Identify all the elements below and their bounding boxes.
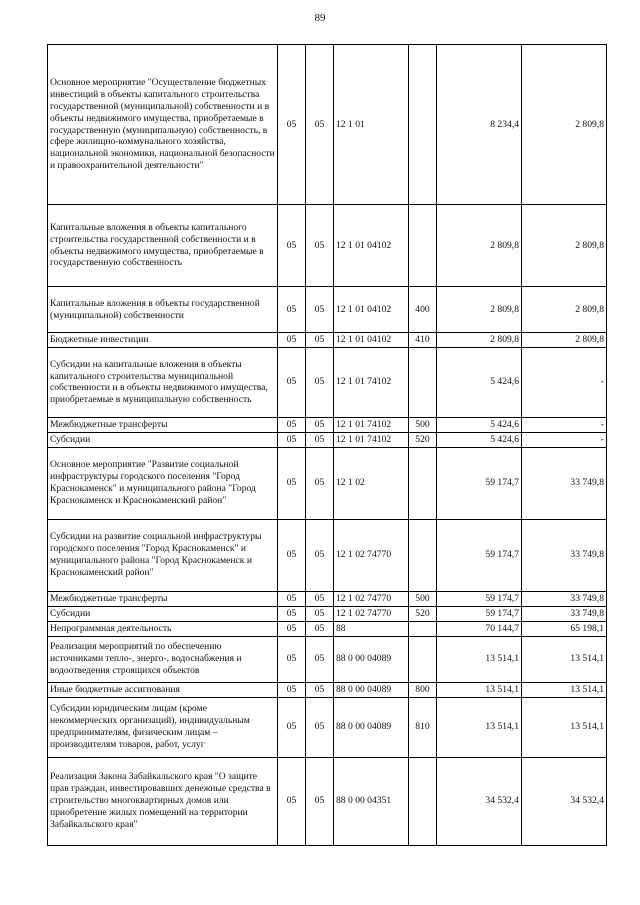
- row-name: Основное мероприятие "Развитие социальной инфраструктуры городского поселения "Город Краснокаменск" и муниципального района "Город Краснокаменск и Краснокаменский район": [48, 447, 278, 519]
- row-target-code: 12 1 01 74102: [334, 347, 409, 417]
- row-expense-type: [409, 621, 437, 636]
- row-name: Субсидии на развитие социальной инфраструктуры городского поселения "Город Краснокаменск" и муниципального района "Город Краснокаменск и Краснокаменский район": [48, 519, 278, 591]
- row-expense-type: 410: [409, 333, 437, 348]
- row-sum-1: 13 514,1: [437, 697, 522, 757]
- row-expense-type: 500: [409, 417, 437, 432]
- row-sum-2: -: [522, 347, 607, 417]
- table-row: [48, 347, 607, 417]
- row-subsection: 05: [306, 333, 334, 348]
- row-target-code: 88 0 00 04089: [334, 682, 409, 697]
- row-expense-type: [409, 636, 437, 682]
- row-sum-2: 13 514,1: [522, 636, 607, 682]
- row-expense-type: 810: [409, 697, 437, 757]
- row-section: 05: [278, 606, 306, 621]
- row-sum-2: -: [522, 432, 607, 447]
- row-subsection: 05: [306, 205, 334, 287]
- row-sum-1: 59 174,7: [437, 519, 522, 591]
- table-row: [48, 757, 607, 845]
- row-expense-type: [409, 347, 437, 417]
- table-row: [48, 333, 607, 348]
- row-name: Капитальные вложения в объекты капитального строительства государственной собственности и в объекты недвижимого имущества, приобретаемые в государственную собственность: [48, 205, 278, 287]
- row-section: 05: [278, 697, 306, 757]
- budget-table: [47, 44, 607, 846]
- row-name: Капитальные вложения в объекты государственной (муниципальной) собственности: [48, 287, 278, 333]
- row-target-code: 12 1 01 04102: [334, 205, 409, 287]
- row-section: 05: [278, 287, 306, 333]
- row-sum-2: 13 514,1: [522, 697, 607, 757]
- row-name: Межбюджетные трансферты: [48, 591, 278, 606]
- row-subsection: 05: [306, 606, 334, 621]
- row-name: Межбюджетные трансферты: [48, 417, 278, 432]
- row-name: Субсидии юридическим лицам (кроме некоммерческих организаций), индивидуальным предпринимателям, физическим лицам – производителям товаров, работ, услуг: [48, 697, 278, 757]
- table-row: [48, 519, 607, 591]
- row-sum-1: 59 174,7: [437, 447, 522, 519]
- row-section: 05: [278, 591, 306, 606]
- row-expense-type: 520: [409, 606, 437, 621]
- row-name: Непрограммная деятельность: [48, 621, 278, 636]
- row-sum-1: 5 424,6: [437, 417, 522, 432]
- row-subsection: 05: [306, 591, 334, 606]
- row-target-code: 88 0 00 04089: [334, 697, 409, 757]
- row-name: Иные бюджетные ассигнования: [48, 682, 278, 697]
- row-subsection: 05: [306, 45, 334, 205]
- table-row: [48, 205, 607, 287]
- row-name: Субсидии: [48, 606, 278, 621]
- row-subsection: 05: [306, 347, 334, 417]
- row-target-code: 12 1 01: [334, 45, 409, 205]
- row-sum-1: 70 144,7: [437, 621, 522, 636]
- row-section: 05: [278, 205, 306, 287]
- table-row: [48, 447, 607, 519]
- row-sum-2: 65 198,1: [522, 621, 607, 636]
- row-subsection: 05: [306, 636, 334, 682]
- row-subsection: 05: [306, 447, 334, 519]
- row-section: 05: [278, 757, 306, 845]
- row-section: 05: [278, 333, 306, 348]
- row-section: 05: [278, 682, 306, 697]
- row-name: Бюджетные инвестиции: [48, 333, 278, 348]
- row-sum-2: 2 809,8: [522, 333, 607, 348]
- row-name: Реализация мероприятий по обеспечению источниками тепло-, энерго-, водоснабжения и водоотведения строящихся объектов: [48, 636, 278, 682]
- row-target-code: 12 1 01 04102: [334, 333, 409, 348]
- row-target-code: 12 1 01 04102: [334, 287, 409, 333]
- page-number: 89: [314, 12, 326, 24]
- row-sum-2: 2 809,8: [522, 287, 607, 333]
- row-target-code: 12 1 02 74770: [334, 606, 409, 621]
- row-expense-type: [409, 447, 437, 519]
- row-subsection: 05: [306, 757, 334, 845]
- row-section: 05: [278, 417, 306, 432]
- table-row: [48, 417, 607, 432]
- row-sum-2: 2 809,8: [522, 45, 607, 205]
- row-sum-2: -: [522, 417, 607, 432]
- row-sum-2: 33 749,8: [522, 591, 607, 606]
- table-row: [48, 591, 607, 606]
- row-target-code: 88 0 00 04089: [334, 636, 409, 682]
- table-row: [48, 606, 607, 621]
- row-section: 05: [278, 519, 306, 591]
- row-target-code: 12 1 01 74102: [334, 417, 409, 432]
- row-name: Субсидии: [48, 432, 278, 447]
- row-expense-type: [409, 519, 437, 591]
- row-sum-1: 2 809,8: [437, 205, 522, 287]
- table-row: [48, 682, 607, 697]
- row-sum-2: 34 532,4: [522, 757, 607, 845]
- row-sum-1: 2 809,8: [437, 333, 522, 348]
- table-row: [48, 636, 607, 682]
- row-sum-1: 2 809,8: [437, 287, 522, 333]
- row-sum-1: 13 514,1: [437, 682, 522, 697]
- row-sum-2: 33 749,8: [522, 447, 607, 519]
- row-sum-1: 5 424,6: [437, 347, 522, 417]
- row-subsection: 05: [306, 432, 334, 447]
- row-section: 05: [278, 636, 306, 682]
- row-sum-2: 2 809,8: [522, 205, 607, 287]
- row-subsection: 05: [306, 287, 334, 333]
- row-sum-1: 59 174,7: [437, 606, 522, 621]
- row-target-code: 12 1 01 74102: [334, 432, 409, 447]
- row-expense-type: 500: [409, 591, 437, 606]
- row-expense-type: [409, 757, 437, 845]
- row-subsection: 05: [306, 519, 334, 591]
- row-expense-type: 520: [409, 432, 437, 447]
- row-subsection: 05: [306, 682, 334, 697]
- row-expense-type: [409, 205, 437, 287]
- row-sum-1: 5 424,6: [437, 432, 522, 447]
- row-expense-type: [409, 45, 437, 205]
- row-target-code: 12 1 02 74770: [334, 519, 409, 591]
- row-subsection: 05: [306, 621, 334, 636]
- row-subsection: 05: [306, 417, 334, 432]
- row-expense-type: 800: [409, 682, 437, 697]
- row-sum-1: 59 174,7: [437, 591, 522, 606]
- row-sum-2: 13 514,1: [522, 682, 607, 697]
- row-section: 05: [278, 447, 306, 519]
- row-sum-2: 33 749,8: [522, 519, 607, 591]
- row-target-code: 12 1 02: [334, 447, 409, 519]
- table-row: [48, 432, 607, 447]
- row-section: 05: [278, 621, 306, 636]
- table-row: [48, 287, 607, 333]
- row-sum-2: 33 749,8: [522, 606, 607, 621]
- row-target-code: 88: [334, 621, 409, 636]
- table-body: [48, 45, 607, 846]
- table-row: [48, 697, 607, 757]
- table-row: [48, 45, 607, 205]
- row-sum-1: 13 514,1: [437, 636, 522, 682]
- row-sum-1: 34 532,4: [437, 757, 522, 845]
- row-name: Основное мероприятие "Осуществление бюджетных инвестиций в объекты капитального строительства государственной (муниципальной) собственности и в объекты недвижимого имущества, приобретаемые в государственную (муниципальную) собственность, в сфере жилищно-коммунального хозяйства, национальной экономики, национальной безопасности и правоохранительной деятельности": [48, 45, 278, 205]
- row-name: Субсидии на капитальные вложения в объекты капитального строительства муниципальной собственности и в объекты недвижимого имущества, приобретаемые в муниципальную собственность: [48, 347, 278, 417]
- row-section: 05: [278, 347, 306, 417]
- table-row: [48, 621, 607, 636]
- row-target-code: 88 0 00 04351: [334, 757, 409, 845]
- row-sum-1: 8 234,4: [437, 45, 522, 205]
- row-target-code: 12 1 02 74770: [334, 591, 409, 606]
- row-section: 05: [278, 45, 306, 205]
- row-subsection: 05: [306, 697, 334, 757]
- row-expense-type: 400: [409, 287, 437, 333]
- row-name: Реализация Закона Забайкальского края "О защите прав граждан, инвестировавших денежные средства в строительство многоквартирных домов или приобретение жилых помещений на территории Забайкальского края": [48, 757, 278, 845]
- row-section: 05: [278, 432, 306, 447]
